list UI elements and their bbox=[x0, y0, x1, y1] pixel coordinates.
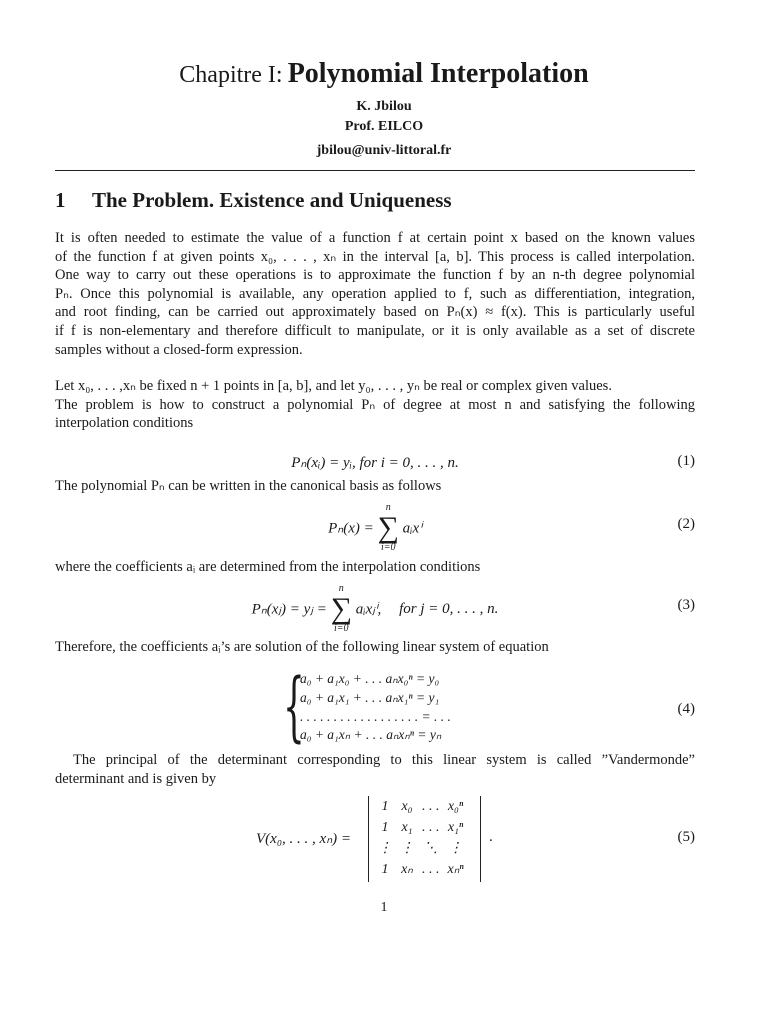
equation-2-term: aᵢxⁱ bbox=[402, 520, 422, 537]
paragraph-line: where the coefficients aᵢ are determined from the interpolation conditions bbox=[55, 559, 481, 575]
section-number: 1 bbox=[55, 188, 66, 212]
sum-symbol: n ∑ i=0 bbox=[330, 583, 352, 634]
matrix-cell: ⋮ bbox=[400, 841, 414, 856]
chapter-prefix: Chapitre I: bbox=[179, 62, 283, 88]
paragraph-line: The polynomial Pₙ can be written in the canonical basis as follows bbox=[55, 478, 442, 494]
paragraph-line: interpolation conditions bbox=[55, 415, 194, 432]
paragraph-line: The problem is how to construct a polynomial Pₙ of degree at most n and satisfying the following bbox=[55, 396, 695, 413]
equation-3-term: aᵢxⱼⁱ, bbox=[355, 601, 382, 618]
paragraph-line: It is often needed to estimate the value of a function f at certain point x based on the known values bbox=[55, 230, 695, 246]
paragraph-line: and root finding, can be carried out approximately based on Pₙ(x) ≈ f(x). This is particularly useful bbox=[55, 304, 695, 321]
matrix-cell: xₙⁿ bbox=[447, 862, 464, 877]
equation-2-number: (2) bbox=[677, 516, 695, 532]
matrix-cell: x₁ⁿ bbox=[447, 819, 464, 835]
sum-upper-limit: n bbox=[338, 583, 344, 594]
author-email: jbilou@univ-littoral.fr bbox=[316, 143, 452, 158]
problem-paragraph bbox=[55, 377, 695, 433]
author-name: K. Jbilou bbox=[356, 99, 412, 114]
determinant-matrix bbox=[374, 796, 468, 880]
equation-3-number: (3) bbox=[677, 597, 695, 613]
matrix-row bbox=[374, 838, 468, 859]
paragraph-line: determinant and is given by bbox=[55, 770, 217, 787]
chapter-title bbox=[0, 58, 768, 90]
system-row: a₀ + a₁xₙ + . . . aₙxₙⁿ = yₙ bbox=[300, 727, 442, 743]
canonical-line bbox=[55, 477, 695, 496]
vandermonde-paragraph bbox=[55, 751, 695, 788]
author-affiliation: Prof. EILCO bbox=[344, 119, 424, 134]
matrix-cell: 1 bbox=[381, 861, 389, 877]
system-row: . . . . . . . . . . . . . . . . . . = . . . bbox=[300, 708, 451, 724]
equation-5-period: . bbox=[489, 829, 493, 845]
matrix-cell: 1 bbox=[381, 798, 389, 814]
equation-2-lhs: Pₙ(x) = bbox=[328, 520, 374, 537]
paragraph-line: if f is non-elementary and therefore difficult to manipulate, or it is only available as a set of discrete bbox=[55, 322, 695, 339]
matrix-cell: x₁ bbox=[401, 819, 413, 835]
system-row: a₀ + a₁x₀ + . . . aₙx₀ⁿ = y₀ bbox=[300, 671, 440, 686]
matrix-cell: x₀ⁿ bbox=[447, 798, 464, 814]
matrix-cell: ⋮ bbox=[448, 841, 463, 856]
matrix-cell: 1 bbox=[381, 819, 389, 835]
system-line bbox=[55, 638, 695, 657]
left-brace: { bbox=[283, 661, 305, 750]
sum-symbol: n ∑ i=0 bbox=[377, 502, 399, 553]
equation-3 bbox=[55, 584, 695, 632]
system-row: a₀ + a₁x₁ + . . . aₙx₁ⁿ = y₁ bbox=[300, 689, 440, 705]
sum-lower-limit: i=0 bbox=[334, 623, 349, 634]
equation-1 bbox=[55, 453, 695, 473]
chapter-main-title: Polynomial Interpolation bbox=[287, 58, 589, 89]
title-divider bbox=[55, 170, 695, 171]
matrix-row bbox=[374, 859, 468, 880]
matrix-cell: ⋮ bbox=[378, 841, 392, 856]
equation-3-condition: for j = 0, . . . , n. bbox=[399, 600, 499, 617]
matrix-cell: xₙ bbox=[401, 862, 413, 877]
matrix-cell: . . . bbox=[422, 819, 440, 835]
equation-2 bbox=[55, 503, 695, 551]
equation-4-number: (4) bbox=[677, 701, 695, 717]
paragraph-line: samples without a closed-form expression. bbox=[55, 341, 303, 358]
section-heading bbox=[55, 188, 452, 213]
paragraph-line: Therefore, the coefficients aᵢ’s are solution of the following linear system of equation bbox=[55, 639, 549, 655]
equation-5-number: (5) bbox=[677, 829, 695, 845]
coefficient-line bbox=[55, 558, 695, 577]
paragraph-line: Let x₀, . . . ,xₙ be fixed n + 1 points in [a, b], and let y₀, . . . , yₙ be real or complex given values. bbox=[55, 378, 612, 394]
section-title: The Problem. Existence and Uniqueness bbox=[92, 188, 452, 212]
equation-3-lhs: Pₙ(xⱼ) = yⱼ = bbox=[251, 601, 327, 618]
paragraph-line: Pₙ. Once this polynomial is available, any operation applied to f, such as differentiation, integration, bbox=[55, 285, 695, 302]
matrix-row bbox=[374, 796, 468, 817]
paragraph-line: of the function f at given points x₀, . . . , xₙ in the interval [a, b]. This process is called interpolation. bbox=[55, 248, 695, 265]
vandermonde-determinant bbox=[368, 796, 481, 882]
matrix-row bbox=[374, 817, 468, 838]
sum-upper-limit: n bbox=[385, 502, 391, 513]
equation-4 bbox=[55, 701, 695, 721]
page-number: 1 bbox=[380, 900, 388, 915]
matrix-cell: . . . bbox=[422, 798, 440, 814]
matrix-cell: x₀ bbox=[401, 798, 413, 814]
paragraph-line: One way to carry out these operations is to approximate the function f by an n-th degree polynomial bbox=[55, 267, 695, 284]
matrix-cell: . . . bbox=[422, 861, 440, 877]
equation-1-number: (1) bbox=[677, 453, 695, 469]
matrix-cell: ⋱ bbox=[423, 841, 438, 856]
equation-5-lhs: V(x₀, . . . , xₙ) = bbox=[256, 831, 352, 847]
intro-paragraph bbox=[55, 229, 695, 359]
sum-lower-limit: i=0 bbox=[380, 542, 396, 553]
equation-1-body: Pₙ(xᵢ) = yᵢ, for i = 0, . . . , n. bbox=[291, 455, 459, 471]
paragraph-line: The principal of the determinant corresponding to this linear system is called ”Vandermonde” bbox=[73, 752, 695, 768]
